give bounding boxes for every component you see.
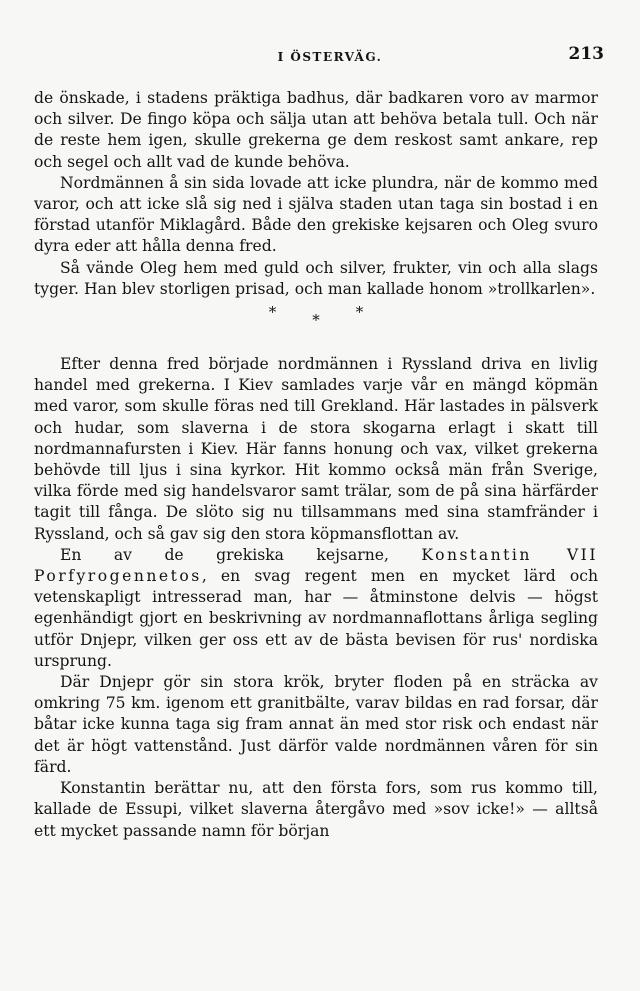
section-separator xyxy=(34,300,598,354)
paragraph-1: de önskade, i stadens präktiga badhus, där badkaren voro av marmor och silver. De fingo köpa och sälja utan att behöva betala tull. Och när de reste hem igen, skulle grekerna ge dem reskost samt ankare, rep och segel och allt vad de kunde behöva. xyxy=(34,89,598,171)
paragraph-3: Så vände Oleg hem med guld och silver, frukter, vin och alla slags tyger. Han blev storligen prisad, och man kallade honom »trollkarlen». xyxy=(34,258,598,298)
separator-asterisk: * xyxy=(268,303,277,322)
emperor-name: Konstantin VII Porfyrogennetos xyxy=(34,545,598,586)
body-text xyxy=(34,88,598,842)
separator-asterisk: * xyxy=(355,303,364,322)
paragraph-5 xyxy=(34,545,598,672)
page-number: 213 xyxy=(568,44,604,64)
page-header xyxy=(60,44,604,74)
paragraph-6: Där Dnjepr gör sin stora krök, bryter floden på en sträcka av omkring 75 km. igenom ett granitbälte, varav bildas en rad forsar, där båtar icke kunna taga sig fram annat än med stor risk och endast när det är högt vattenstånd. Just därför valde nordmännen våren för sin färd. xyxy=(34,673,598,776)
separator-asterisk: * xyxy=(312,311,320,330)
running-title: I ÖSTERVÄG. xyxy=(277,50,383,64)
paragraph-5-before: En av de grekiska kejsarne, xyxy=(60,545,422,564)
paragraph-4: Efter denna fred började nordmännen i Ryssland driva en livlig handel med grekerna. I Kiev samlades varje vår en mängd köpmän med varor, som skulle föras ned till Grekland. Här lastades in pälsverk och hudar, som slaverna i de stora skogarna erlagt i skatt till nordmannafursten i Kiev. Här fanns honung och vax, vilket grekerna behövde till ljus i sina kyrkor. Hit kommo också män från Sverige, vilka förde med sig handelsvaror samt trälar, som de på sina härfärder tagit till fånga. De slöto sig nu tillsammans med sina stamfränder i Ryssland, och så gav sig den stora köpmansflottan av. xyxy=(34,355,598,543)
paragraph-7: Konstantin berättar nu, att den första fors, som rus kommo till, kallade de Essupi, vilket slaverna återgåvo med »sov icke!» — alltså ett mycket passande namn för början xyxy=(34,779,598,840)
paragraph-5-after: , en svag regent men en mycket lärd och vetenskapligt intresserad man, har — åtminstone delvis — högst egenhändigt gjort en beskrivning av nordmannaflottans årliga segling utför Dnjepr, vilken ger oss ett av de bästa bevisen för rus' nordiska ursprung. xyxy=(34,567,598,670)
paragraph-2: Nordmännen å sin sida lovade att icke plundra, när de kommo med varor, och att icke slå sig ned i själva staden utan taga sin bostad i en förstad utanför Miklagård. Både den grekiske kejsaren och Oleg svuro dyra eder att hålla denna fred. xyxy=(34,173,598,256)
